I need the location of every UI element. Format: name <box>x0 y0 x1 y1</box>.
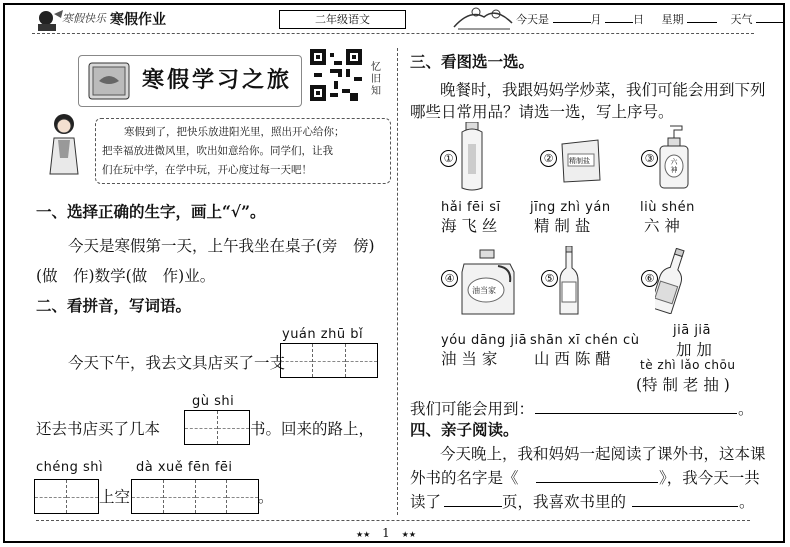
extra-name: (特 制 老 抽 ) <box>636 376 730 394</box>
section4-heading: 四、亲子阅读。 <box>410 420 519 439</box>
item-1-pinyin: hǎi fēi sī <box>441 200 501 215</box>
section3-answer-blank[interactable] <box>535 395 737 414</box>
footer-stars-left: ★★ <box>356 530 371 539</box>
item-3-pinyin: liù shén <box>640 200 695 215</box>
footer-page <box>356 526 416 540</box>
header-brand: 寒假作业 <box>110 12 166 28</box>
oil-label: 油当家 <box>472 286 496 295</box>
item-6-number: ⑥ <box>641 270 658 287</box>
item-5-name: 山 西 陈 醋 <box>534 350 611 368</box>
girl-illustration <box>44 110 84 180</box>
salt-bag-label: 精制盐 <box>569 157 590 165</box>
year-blank[interactable] <box>553 22 591 23</box>
section4-line-1: 今天晚上，我和妈妈一起阅读了课外书，这本课 <box>440 445 766 463</box>
banner-title: 寒假学习之旅 <box>142 67 293 93</box>
item-3-number: ③ <box>641 150 658 167</box>
section2-pinyin-1: yuán zhū bǐ <box>282 327 364 342</box>
section2-pinyin-2: gù shi <box>192 394 235 409</box>
section2-pinyin-4: dà xuě fēn fēi <box>136 460 233 475</box>
oil-jug-icon <box>458 248 518 318</box>
item-2-name: 精 制 盐 <box>534 217 591 235</box>
salt-bag-icon <box>558 138 602 184</box>
item-6-name: 加 加 <box>676 341 712 359</box>
section3-answer-prefix: 我们可能会用到： <box>410 400 535 418</box>
section1-line-1: 今天是寒假第一天，上午我坐在桌子(旁 傍) <box>68 237 375 255</box>
item-1-number: ① <box>440 150 457 167</box>
header-subject-tab <box>279 10 406 29</box>
section1-line-2: (做 作)数学(做 作)业。 <box>36 267 216 285</box>
section4-line-3a: 读了 <box>410 493 442 511</box>
section3-heading: 三、看图选一选。 <box>410 52 535 71</box>
section4-line-3b: 页，我喜欢书里的 <box>502 493 627 511</box>
item-2-pinyin: jīng zhì yán <box>530 200 611 215</box>
soy-sauce-bottle-icon <box>655 248 685 314</box>
item-1-name: 海 飞 丝 <box>441 217 498 235</box>
header-divider <box>32 33 754 34</box>
favorite-blank[interactable] <box>632 488 738 507</box>
date-label-day: 日 <box>633 13 644 26</box>
section2-pinyin-3: chéng shì <box>36 460 104 475</box>
section4-line-2b: 》，我今天一共 <box>659 469 760 487</box>
section2-line-2b: 书。回来的路上， <box>250 420 375 438</box>
section4-line-2a: 外书的名字是《 <box>410 469 519 487</box>
banner-box <box>78 55 302 107</box>
intro-line-2: 把幸福放进微风里，吹出如意给你。同学们，让我 <box>102 145 333 157</box>
shampoo-bottle-icon <box>458 122 486 192</box>
header-logo-script: 寒假快乐 <box>62 12 106 25</box>
footer-stars-right: ★★ <box>401 530 416 539</box>
date-label-month: 月 <box>590 13 602 26</box>
item-4-pinyin: yóu dāng jiā <box>441 333 528 348</box>
item-5-pinyin: shān xī chén cù <box>530 333 640 348</box>
item-2-number: ② <box>540 150 557 167</box>
page-number: 1 <box>382 526 390 540</box>
item-5-number: ⑤ <box>541 270 558 287</box>
write-grid-story[interactable] <box>184 410 250 445</box>
soap-label: 六神 <box>670 158 678 174</box>
section3-line-2: 哪些日常用品？请选一选，写上序号。 <box>410 103 674 121</box>
pages-blank[interactable] <box>444 488 502 507</box>
footer-divider <box>36 520 750 521</box>
item-3-name: 六 神 <box>644 217 680 235</box>
intro-speech-box <box>95 118 391 184</box>
intro-line-3: 们在玩中学，在学中玩，开心度过每一天吧！ <box>102 164 312 176</box>
weekday-blank[interactable] <box>687 22 717 23</box>
section2-line-2a: 还去书店买了几本 <box>36 420 161 438</box>
header-subject: 二年级语文 <box>315 13 370 26</box>
column-divider <box>397 48 398 515</box>
write-grid-city[interactable] <box>34 479 99 514</box>
vinegar-bottle-icon <box>558 246 580 316</box>
banner-side-text: 忆旧知 <box>371 62 381 97</box>
section2-heading: 二、看拼音，写词语。 <box>36 296 192 315</box>
date-label-today: 今天是 <box>516 13 549 26</box>
item-4-number: ④ <box>441 270 458 287</box>
soap-pump-icon <box>658 124 690 190</box>
write-grid-snow[interactable] <box>131 479 259 514</box>
header-mascot <box>34 8 64 32</box>
section3-answer-end: 。 <box>738 400 754 418</box>
qr-code-icon <box>310 49 362 101</box>
write-grid-pencil[interactable] <box>280 343 378 378</box>
weather-blank[interactable] <box>756 22 784 23</box>
section1-heading: 一、选择正确的生字，画上“√”。 <box>36 202 266 221</box>
date-label-week: 星期 <box>661 13 684 26</box>
intro-line-1: 寒假到了，把快乐放进阳光里，照出开心给你； <box>124 126 345 138</box>
extra-pinyin: tè zhì lǎo chōu <box>640 358 736 372</box>
section2-line-3-end: 。 <box>258 488 274 506</box>
header-decoration <box>452 3 514 30</box>
section2-line-3: 上空 <box>99 488 131 506</box>
book-title-blank[interactable] <box>536 464 658 483</box>
day-blank[interactable] <box>605 22 633 23</box>
item-6-pinyin: jiā jiā <box>673 323 712 338</box>
item-4-name: 油 当 家 <box>441 350 498 368</box>
section2-line-1: 今天下午，我去文具店买了一支 <box>68 354 286 372</box>
section4-line-3c: 。 <box>739 493 755 511</box>
header-date-line <box>516 11 784 27</box>
date-label-weather: 天气 <box>730 13 753 26</box>
section3-line-1: 晚餐时，我跟妈妈学炒菜，我们可能会用到下列 <box>440 81 766 99</box>
